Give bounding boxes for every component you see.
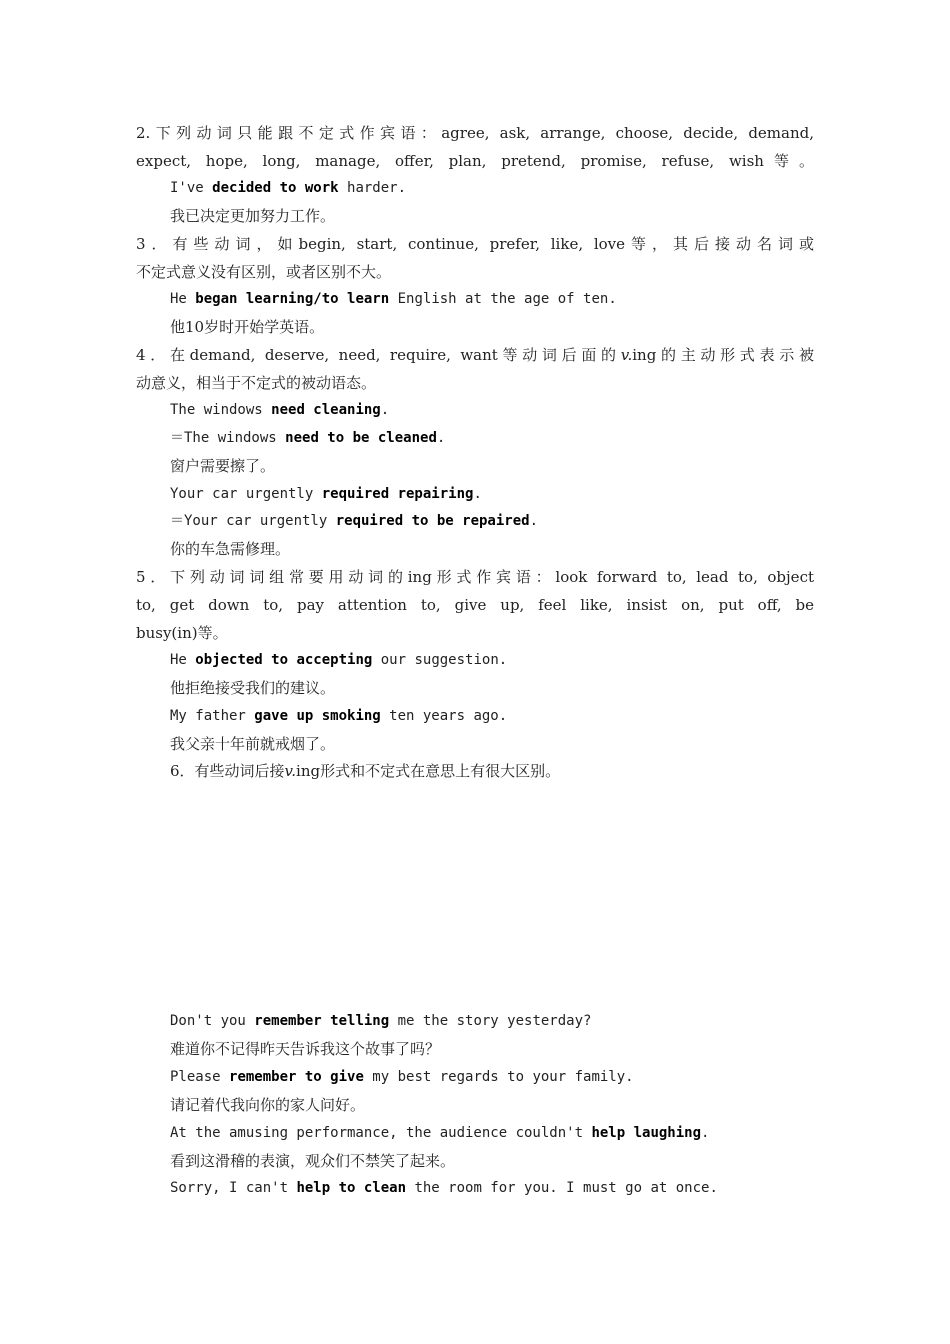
example-translation: 我父亲十年前就戒烟了。 — [170, 735, 336, 753]
example-sentence: ＝Your car urgently required to be repaired. — [170, 513, 539, 529]
example-sentence: The windows need cleaning. — [170, 402, 390, 418]
example-translation: 看到这滑稽的表演，观众们不禁笑了起来。 — [170, 1152, 456, 1170]
item6-heading: 6．有些动词后接v.ing形式和不定式在意思上有很大区别。 — [170, 762, 561, 780]
example-sentence: He began learning/to learn English at the age of ten. — [170, 291, 617, 307]
example-translation: 难道你不记得昨天告诉我这个故事了吗？ — [170, 1040, 441, 1058]
item3-line1: 3．有些动词，如begin, start, continue, prefer, like, love等，其后接动名词或 — [136, 235, 814, 253]
example-sentence: Don't you remember telling me the story yesterday? — [170, 1013, 592, 1029]
item4-line1: 4．在demand, deserve, need, require, want等动词后面的v.ing的主动形式表示被 — [136, 346, 814, 364]
item4-line2: 动意义，相当于不定式的被动语态。 — [136, 374, 377, 392]
example-sentence: Sorry, I can't help to clean the room for you. I must go at once. — [170, 1180, 718, 1196]
item2-line2: expect, hope, long, manage, offer, plan, pretend, promise, refuse, wish等。 — [136, 152, 814, 170]
example-sentence: My father gave up smoking ten years ago. — [170, 708, 508, 724]
example-sentence: He objected to accepting our suggestion. — [170, 652, 508, 668]
item5-line3: busy(in)等。 — [136, 624, 228, 642]
example-translation: 他10岁时开始学英语。 — [170, 318, 325, 336]
example-translation: 你的车急需修理。 — [170, 540, 291, 558]
example-translation: 窗户需要擦了。 — [170, 457, 276, 475]
example-translation: 请记着代我向你的家人问好。 — [170, 1096, 366, 1114]
item2-line1: 2.下列动词只能跟不定式作宾语：agree, ask, arrange, choose, decide, demand, — [136, 124, 814, 142]
item5-line1: 5．下列动词词组常要用动词的ing形式作宾语：look forward to, lead to, object — [136, 568, 814, 586]
example-sentence: ＝The windows need to be cleaned. — [170, 430, 446, 446]
example-sentence: At the amusing performance, the audience couldn't help laughing. — [170, 1125, 710, 1141]
item5-line2: to, get down to, pay attention to, give up, feel like, insist on, put off, be — [136, 596, 814, 614]
item3-line2: 不定式意义没有区别，或者区别不大。 — [136, 263, 392, 281]
example-sentence: Your car urgently required repairing. — [170, 486, 482, 502]
example-sentence: Please remember to give my best regards to your family. — [170, 1069, 634, 1085]
example-translation: 他拒绝接受我们的建议。 — [170, 679, 336, 697]
example-sentence: I've decided to work harder. — [170, 180, 407, 196]
example-translation: 我已决定更加努力工作。 — [170, 207, 336, 225]
